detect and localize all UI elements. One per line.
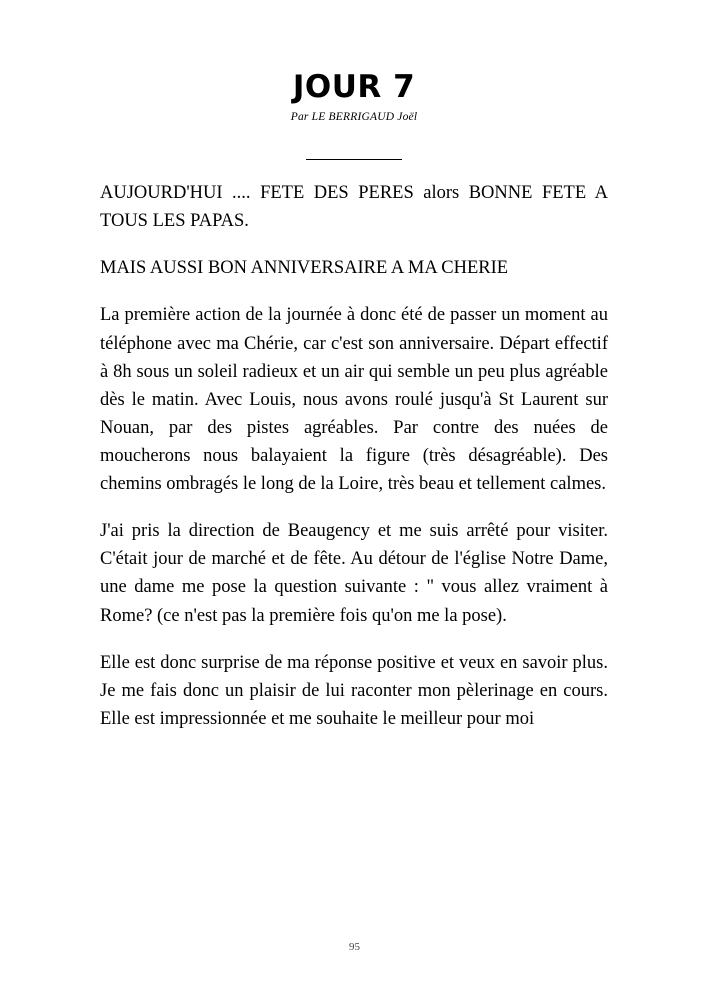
body-paragraph-3: Elle est donc surprise de ma réponse positive et veux en savoir plus. Je me fais donc un plaisir de lui raconter mon pèlerinage en cours. Elle est impressionnée et me souhaite le meilleur pour moi — [100, 652, 608, 729]
page-content — [100, 70, 608, 752]
page-title: JOUR 7 — [292, 69, 416, 105]
caps-paragraph-2: MAIS AUSSI BON ANNIVERSAIRE A MA CHERIE — [100, 258, 509, 279]
author-byline: Par LE BERRIGAUD Joël — [290, 111, 418, 124]
body-paragraph-1: La première action de la journée à donc été de passer un moment au téléphone avec ma Chérie, car c'est son anniversaire. Départ effectif à 8h sous un soleil radieux et un air qui semble un peu plus agréable dès le matin. Avec Louis, nous avons roulé jusqu'à St Laurent sur Nouan, par des pistes agréables. Par contre des nuées de moucherons nous balayaient la figure (très désagréable). Des chemins ombragés le long de la Loire, très beau et tellement calmes. — [100, 305, 608, 495]
caps-paragraph-1: AUJOURD'HUI .... FETE DES PERES alors BONNE FETE A TOUS LES PAPAS. — [100, 183, 608, 232]
body-paragraph-2: J'ai pris la direction de Beaugency et me suis arrêté pour visiter. C'était jour de marché et de fête. Au détour de l'église Notre Dame, une dame me pose la question suivante : " vous allez vraiment à Rome? (ce n'est pas la première fois qu'on me la pose). — [100, 521, 608, 626]
section-divider — [100, 147, 608, 165]
divider-line — [306, 159, 402, 160]
page-number: 95 — [349, 941, 360, 953]
